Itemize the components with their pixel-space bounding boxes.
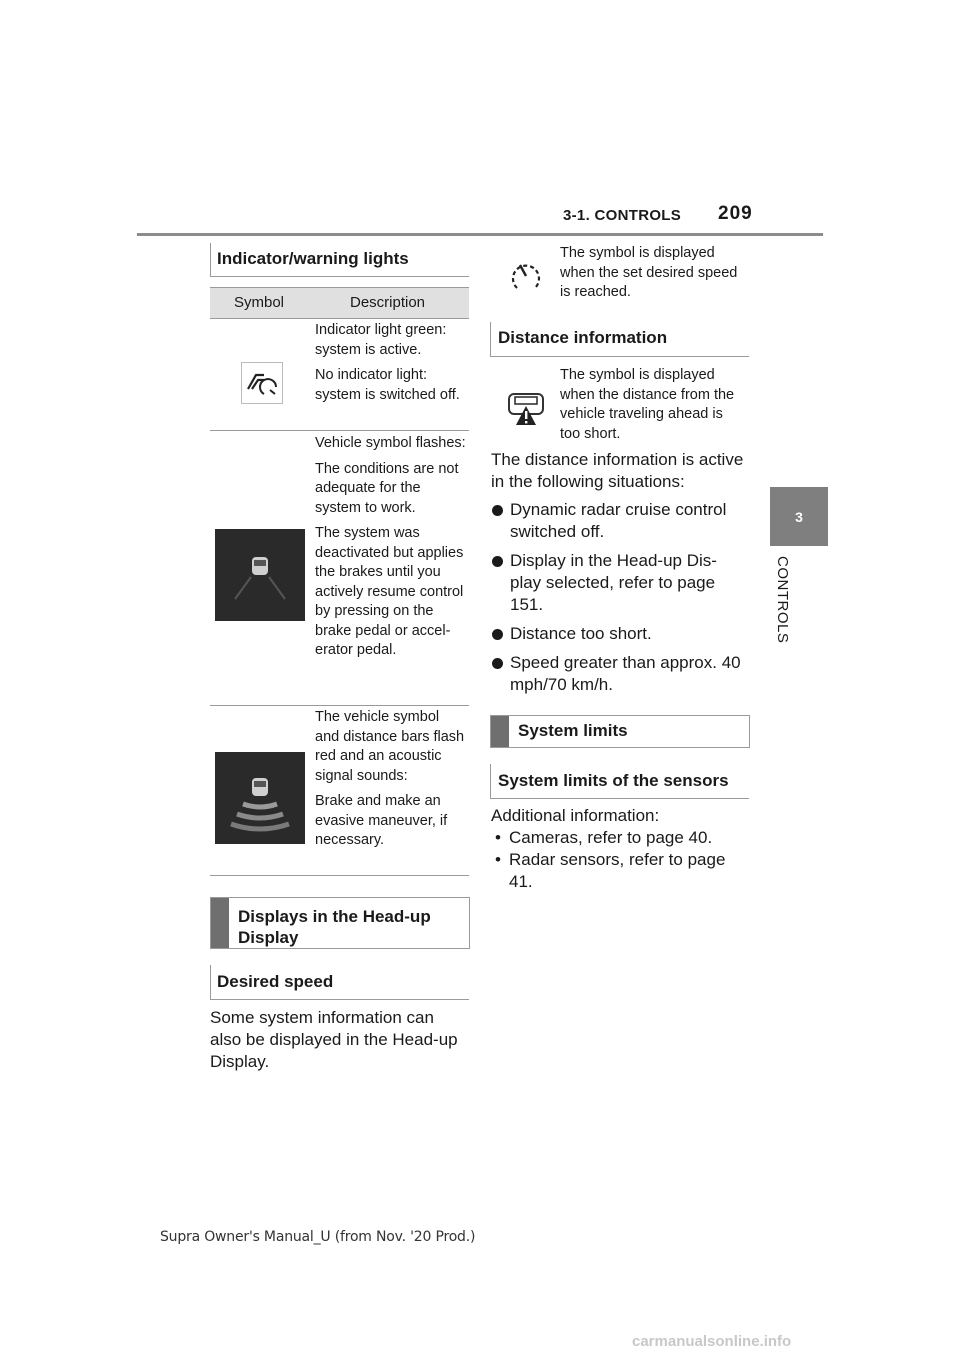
situations-list: [491, 499, 746, 703]
heading-left-rule: [490, 764, 491, 798]
distance-heading: Distance information: [498, 328, 668, 347]
table-header: [210, 287, 469, 319]
vehicle-symbol-image: [215, 529, 305, 621]
list-item: • Radar sensors, refer to page 41.: [495, 850, 726, 891]
manual-footer: Supra Owner's Manual_U (from Nov. '20 Prod.): [160, 1229, 476, 1245]
sensor-limits-heading: System limits of the sensors: [498, 771, 729, 790]
bullet-icon: [492, 556, 503, 567]
heading-rule: [210, 999, 469, 1000]
cruise-indicator-icon: [241, 362, 283, 404]
table-row: The vehicle symbol and distance bars flash red and an acoustic signal sounds: Brake and make an evasive maneuver, if necessary.: [315, 709, 465, 848]
heading-bar: [491, 716, 509, 747]
heading-left-rule: [490, 322, 491, 356]
desired-speed-text: Some system information can also be displayed in the Head-up Display.: [210, 1008, 458, 1071]
system-limits-box: [490, 715, 750, 748]
heading-left-rule: [210, 243, 211, 276]
heading-rule: [490, 798, 749, 799]
heading-rule: [490, 356, 749, 357]
bullet-icon: [492, 658, 503, 669]
list-item: Distance too short.: [491, 623, 746, 645]
col-symbol: Symbol: [234, 294, 285, 311]
heading-rule: [210, 276, 469, 277]
chapter-label: CONTROLS: [774, 556, 791, 644]
distance-intro: The distance information is active in the following situations:: [491, 450, 744, 491]
bullet-icon: [492, 505, 503, 516]
list-item: • Cameras, refer to page 40.: [495, 828, 713, 847]
section-title: 3-1. CONTROLS: [563, 207, 682, 224]
list-item: Display in the Head-up Dis-play selected, refer to page 151.: [491, 550, 746, 616]
hud-heading-box: [210, 897, 470, 949]
chapter-tab[interactable]: 3: [770, 487, 828, 546]
bullet-icon: [492, 629, 503, 640]
desired-speed-heading: Desired speed: [217, 972, 334, 991]
page-number: 209: [718, 203, 753, 224]
row-divider: [210, 705, 469, 706]
system-limits-heading: System limits: [518, 721, 628, 740]
hud-heading: Displays in the Head-up Display: [238, 907, 431, 947]
vehicle-distance-bars-image: [215, 752, 305, 844]
heading-left-rule: [210, 965, 211, 999]
speedometer-icon: [509, 258, 543, 292]
speed-symbol-text: The symbol is displayed when the set desired speed is reached.: [560, 245, 738, 300]
col-description: Description: [350, 294, 426, 311]
table-bottom-rule: [210, 875, 469, 876]
heading-bar: [211, 898, 229, 948]
watermark: carmanualsonline.info: [632, 1333, 792, 1350]
distance-symbol-text: The symbol is displayed when the distance from the vehicle traveling ahead is too short.: [560, 367, 735, 442]
references-list: [492, 827, 747, 893]
indicator-heading: Indicator/warning lights: [217, 249, 409, 268]
header-rule: [137, 233, 823, 236]
list-item: Speed greater than approx. 40 mph/70 km/h.: [491, 652, 746, 696]
table-row: Indicator light green: system is active. No indicator light: system is switched off.: [315, 322, 460, 403]
table-row: Vehicle symbol flashes: The conditions are not adequate for the system to work. The system was deactivated but applies the brakes until you actively resume control by pressing on the brake pedal or accel-erator pedal.: [315, 435, 466, 658]
distance-warning-icon: [505, 388, 547, 428]
additional-info: Additional information:: [491, 806, 660, 825]
list-item: Dynamic radar cruise control switched off.: [491, 499, 746, 543]
row-divider: [210, 430, 469, 431]
